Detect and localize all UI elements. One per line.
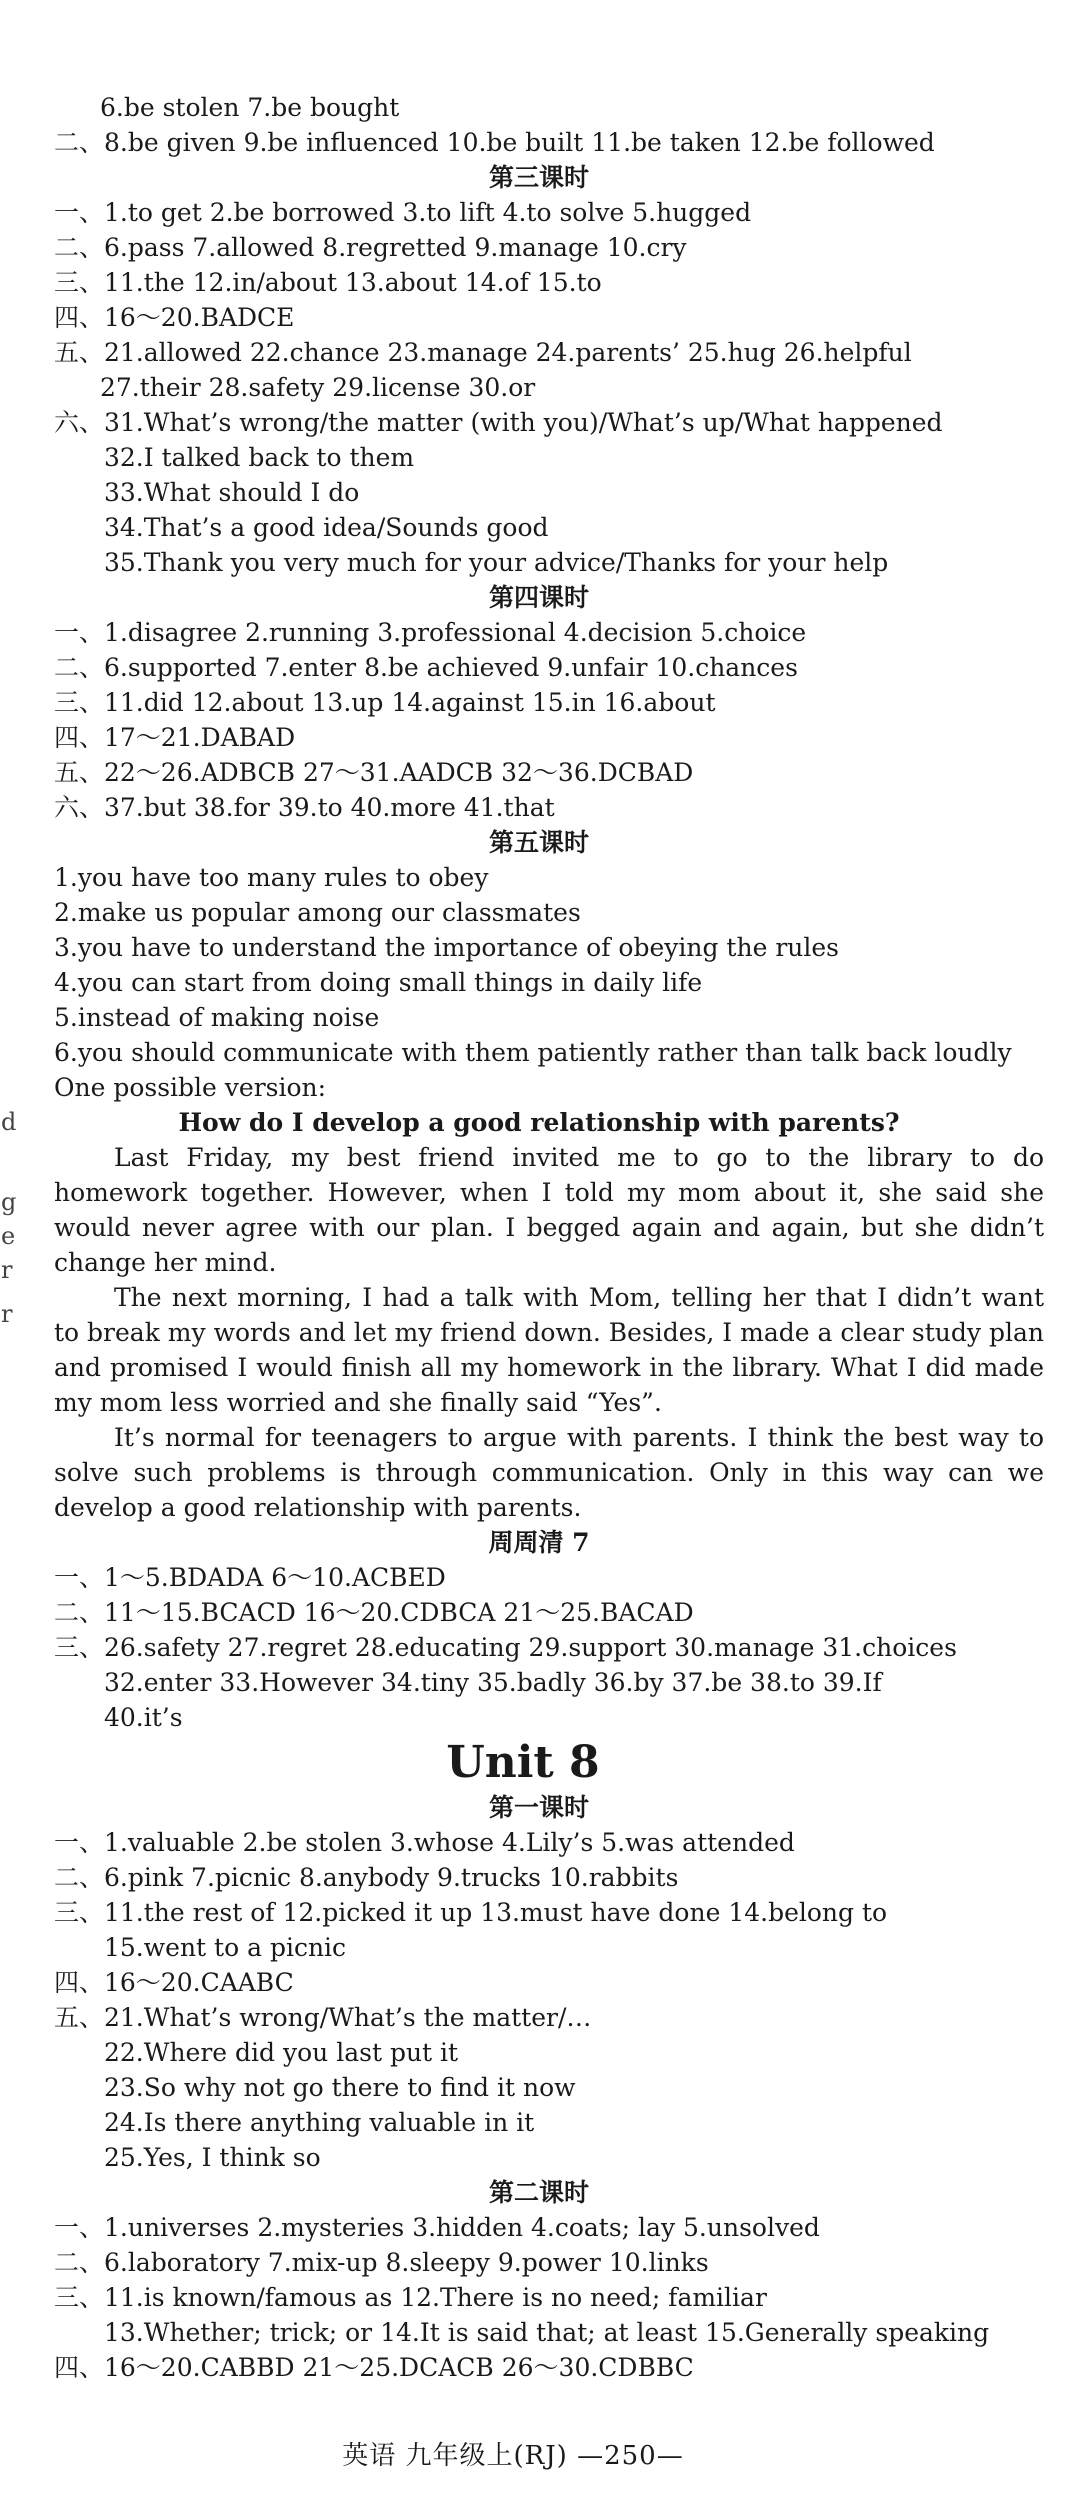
answer-line: 五、22～26.ADBCB 27～31.AADCB 32～36.DCBAD [54,758,694,787]
answer-line: 4.you can start from doing small things in daily life [54,968,703,997]
margin-letter: r [1,1300,13,1328]
answer-line: 35.Thank you very much for your advice/Thanks for your help [104,548,889,577]
answer-line: 五、21.allowed 22.chance 23.manage 24.parents’ 25.hug 26.helpful [54,338,912,367]
answer-line: 四、16～20.CABBD 21～25.DCACB 26～30.CDBBC [54,2353,694,2382]
lesson-title: 第四课时 [488,583,589,612]
answer-line: 13.Whether; trick; or 14.It is said that; at least 15.Generally speaking [104,2318,990,2347]
answer-line: 22.Where did you last put it [104,2038,459,2067]
answer-line: 一、1.universes 2.mysteries 3.hidden 4.coats; lay 5.unsolved [54,2213,820,2242]
answer-line: 32.enter 33.However 34.tiny 35.badly 36.by 37.be 38.to 39.If [104,1668,882,1697]
answer-line: 25.Yes, I think so [104,2143,321,2172]
answer-line: 六、37.but 38.for 39.to 40.more 41.that [54,793,555,822]
unit-title: Unit 8 [446,1737,600,1788]
margin-letter: d [1,1108,17,1136]
lesson-title: 第五课时 [488,828,589,857]
margin-letter: r [1,1256,13,1284]
essay-paragraph: Last Friday, my best friend invited me to go to the library to do homework together. However, when I told my mom about it, she said she would never agree with our plan. I begged again and again, but she didn’t change her mind. [54,1143,1044,1277]
essay-title: How do I develop a good relationship with parents? [178,1108,900,1137]
answer-line: 15.went to a picnic [104,1933,347,1962]
answer-line: 六、31.What’s wrong/the matter (with you)/What’s up/What happened [54,408,943,437]
unit8-lesson1-section [54,1790,1044,2175]
lesson5-section [54,825,1044,1525]
margin-letter: g [1,1188,17,1216]
lesson4-section [54,580,1044,825]
answer-line: 3.you have to understand the importance of obeying the rules [54,933,839,962]
answer-line: 5.instead of making noise [54,1003,380,1032]
answer-line: One possible version: [54,1073,327,1102]
answer-line: 二、6.pink 7.picnic 8.anybody 9.trucks 10.rabbits [54,1863,679,1892]
answer-line: 三、11.the 12.in/about 13.about 14.of 15.to [54,268,602,297]
answer-line: 二、11～15.BCACD 16～20.CDBCA 21～25.BACAD [54,1598,694,1627]
unit8-lesson2-section [54,2175,1044,2385]
answer-line: 一、1.valuable 2.be stolen 3.whose 4.Lily’s 5.was attended [54,1828,795,1857]
essay-paragraph: It’s normal for teenagers to argue with parents. I think the best way to solve such problems is through communication. Only in this way can we develop a good relationship with parents. [54,1423,1044,1522]
answer-line: 一、1～5.BDADA 6～10.ACBED [54,1563,446,1592]
answer-line: 24.Is there anything valuable in it [104,2108,535,2137]
answer-line: 6.you should communicate with them patiently rather than talk back loudly [54,1038,1012,1067]
weekly-section [54,1525,1044,1735]
answer-line: 1.you have too many rules to obey [54,863,489,892]
answer-line: 40.it’s [104,1703,183,1732]
answer-line: 三、11.the rest of 12.picked it up 13.must have done 14.belong to [54,1898,888,1927]
answer-line: 二、6.pass 7.allowed 8.regretted 9.manage 10.cry [54,233,687,262]
margin-letter: e [1,1222,16,1250]
answer-line: 27.their 28.safety 29.license 30.or [100,373,536,402]
essay-paragraph: The next morning, I had a talk with Mom, telling her that I didn’t want to break my words and let my friend down. Besides, I made a clear study plan and promised I would finish all my homework in the library. What I did made my mom less worried and she finally said “Yes”. [54,1283,1044,1417]
answer-line: 三、11.is known/famous as 12.There is no need; familiar [54,2283,767,2312]
answer-line: 一、1.to get 2.be borrowed 3.to lift 4.to solve 5.hugged [54,198,752,227]
top-section [54,90,1044,160]
lesson3-section [54,160,1044,580]
answer-line: 二、8.be given 9.be influenced 10.be built 11.be taken 12.be followed [54,128,935,157]
answer-line: 33.What should I do [104,478,360,507]
answer-line: 6.be stolen 7.be bought [100,93,400,122]
answer-line: 四、16～20.BADCE [54,303,295,332]
answer-line: 32.I talked back to them [104,443,415,472]
answer-line: 三、26.safety 27.regret 28.educating 29.support 30.manage 31.choices [54,1633,957,1662]
lesson-title: 第二课时 [488,2178,589,2207]
answer-line: 23.So why not go there to find it now [104,2073,576,2102]
answer-line: 五、21.What’s wrong/What’s the matter/… [54,2003,592,2032]
page-footer: 英语 九年级上(RJ) —250— [342,2441,684,2471]
weekly-title: 周周清 7 [488,1528,590,1557]
answer-line: 二、6.supported 7.enter 8.be achieved 9.unfair 10.chances [54,653,798,682]
lesson-title: 第一课时 [488,1793,589,1822]
answer-line: 34.That’s a good idea/Sounds good [104,513,549,542]
answer-line: 四、17～21.DABAD [54,723,296,752]
answer-line: 四、16～20.CAABC [54,1968,294,1997]
answer-line: 二、6.laboratory 7.mix-up 8.sleepy 9.power 10.links [54,2248,709,2277]
answer-line: 2.make us popular among our classmates [54,898,581,927]
lesson-title: 第三课时 [488,163,589,192]
answer-line: 一、1.disagree 2.running 3.professional 4.decision 5.choice [54,618,807,647]
answer-line: 三、11.did 12.about 13.up 14.against 15.in 16.about [54,688,716,717]
